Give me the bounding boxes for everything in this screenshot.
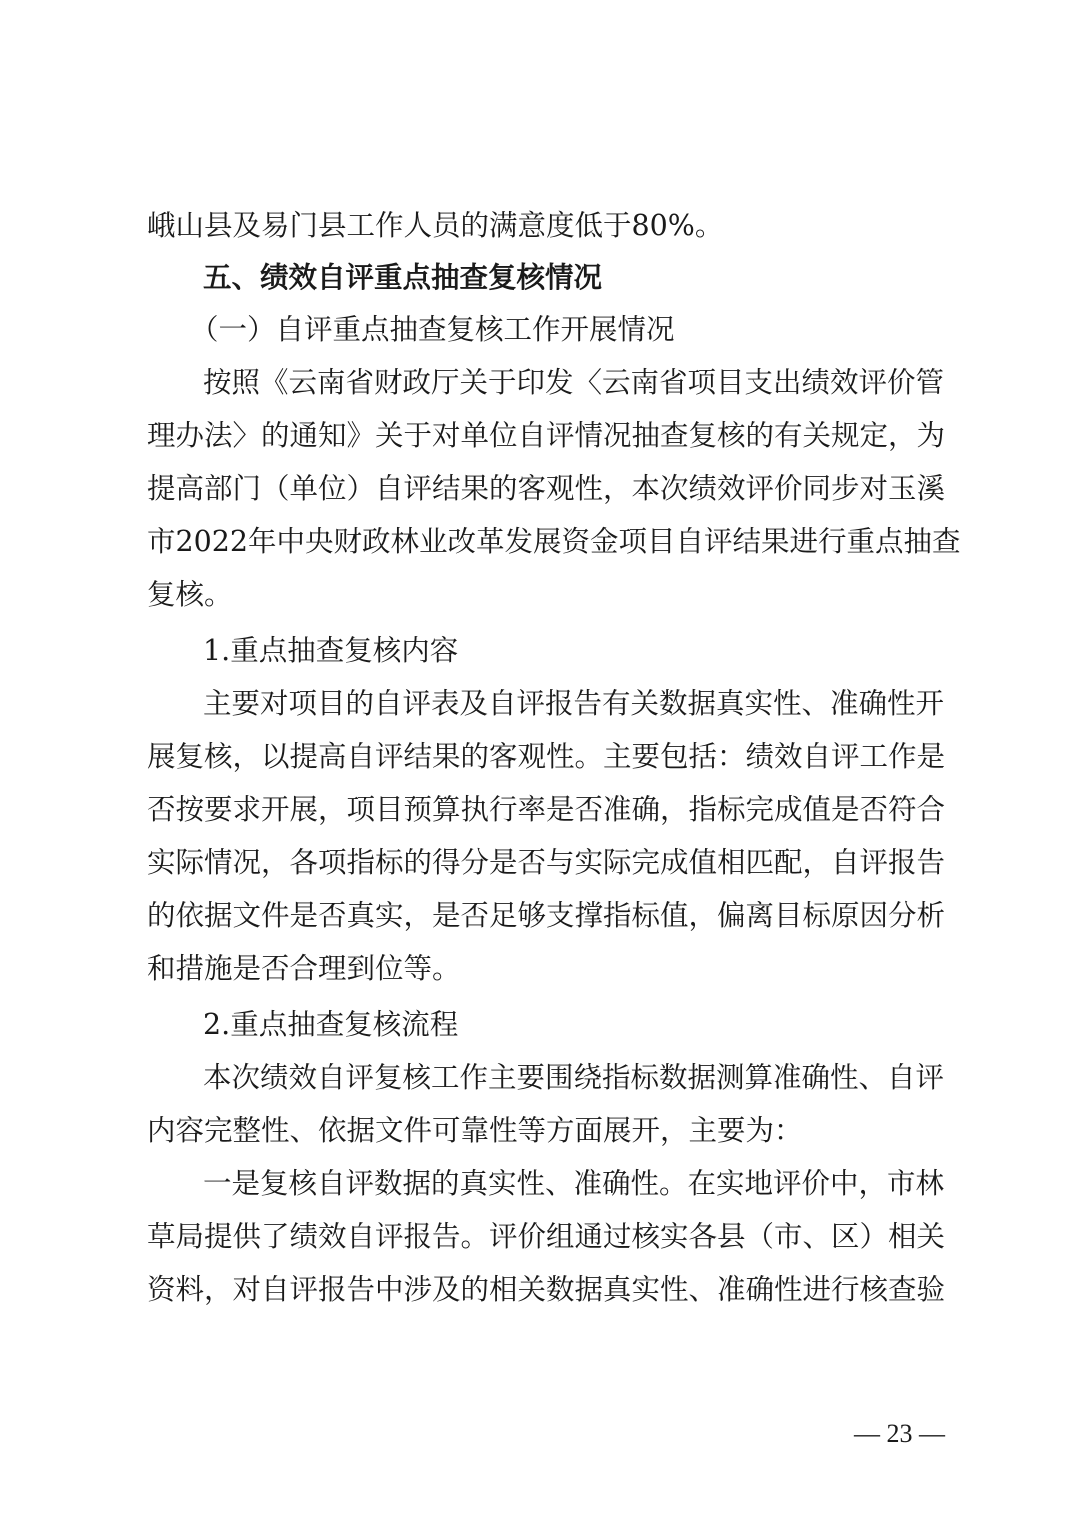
section-heading: 五、绩效自评重点抽查复核情况 — [203, 261, 603, 294]
body-text-line: 内容完整性、依据文件可靠性等方面展开，主要为： — [147, 1114, 803, 1147]
item-heading: 1.重点抽查复核内容 — [203, 634, 459, 667]
body-text-line: 主要对项目的自评表及自评报告有关数据真实性、准确性开 — [203, 687, 945, 720]
body-text-line: 和措施是否合理到位等。 — [147, 952, 461, 985]
body-text-line: 峨山县及易门县工作人员的满意度低于80%。 — [147, 209, 724, 242]
body-text-line: 提高部门（单位）自评结果的客观性，本次绩效评价同步对玉溪 — [147, 472, 946, 505]
body-text-line: 实际情况，各项指标的得分是否与实际完成值相匹配，自评报告 — [147, 846, 946, 879]
subsection-heading: （一）自评重点抽查复核工作开展情况 — [190, 313, 675, 346]
body-text-line: 的依据文件是否真实，是否足够支撑指标值，偏离目标原因分析 — [147, 899, 946, 932]
page-number: — 23 — — [854, 1419, 945, 1448]
body-text-line: 按照《云南省财政厅关于印发〈云南省项目支出绩效评价管 — [203, 366, 945, 399]
body-text-line: 资料，对自评报告中涉及的相关数据真实性、准确性进行核查验 — [147, 1273, 946, 1306]
item-heading: 2.重点抽查复核流程 — [203, 1008, 459, 1041]
body-text-line: 市2022年中央财政林业改革发展资金项目自评结果进行重点抽查 — [147, 525, 961, 558]
body-text-line: 理办法〉的通知》关于对单位自评情况抽查复核的有关规定，为 — [147, 419, 946, 452]
body-text-line: 复核。 — [147, 578, 233, 611]
body-text-line: 本次绩效自评复核工作主要围绕指标数据测算准确性、自评 — [203, 1061, 945, 1094]
body-text-line: 一是复核自评数据的真实性、准确性。在实地评价中，市林 — [203, 1167, 945, 1200]
body-text-line: 草局提供了绩效自评报告。评价组通过核实各县（市、区）相关 — [147, 1220, 946, 1253]
body-text-line: 展复核，以提高自评结果的客观性。主要包括：绩效自评工作是 — [147, 740, 946, 773]
body-text-line: 否按要求开展，项目预算执行率是否准确，指标完成值是否符合 — [147, 793, 946, 826]
